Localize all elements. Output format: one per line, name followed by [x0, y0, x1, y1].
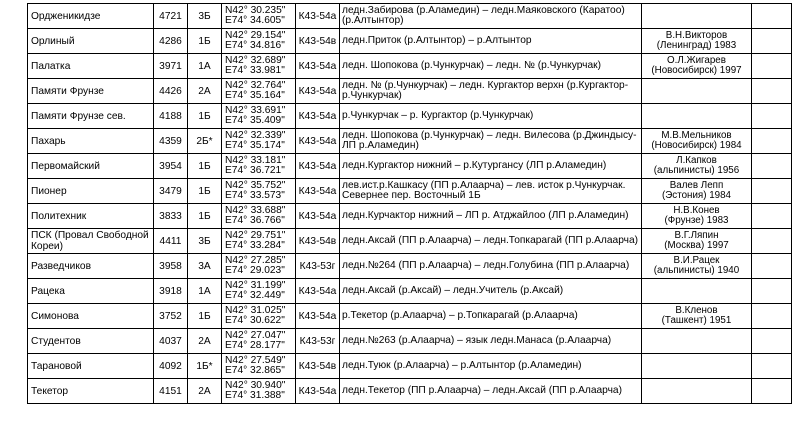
- table-body: [28, 4, 792, 404]
- empty-cell: [752, 379, 792, 404]
- longitude: E74° 34.816": [225, 40, 285, 51]
- first-ascent-origin: (Эстония) 1984: [662, 190, 731, 201]
- latitude: N42° 33.688": [225, 204, 286, 216]
- altitude: 3958: [154, 254, 188, 279]
- difficulty-grade: 2А: [188, 79, 222, 104]
- first-ascent-origin: (альпинисты) 1940: [653, 265, 740, 276]
- route-description: ледн.Аксай (р.Аксай) – ледн.Учитель (р.Аксай): [340, 279, 642, 304]
- altitude: 3971: [154, 54, 188, 79]
- first-ascent-name: В.И.Рацек: [673, 254, 720, 266]
- map-sheet: К43-54а: [296, 154, 340, 179]
- altitude: 3954: [154, 154, 188, 179]
- altitude: 4359: [154, 129, 188, 154]
- map-sheet: К43-54а: [296, 204, 340, 229]
- empty-cell: [752, 179, 792, 204]
- table-row: [28, 204, 792, 229]
- table-row: [28, 54, 792, 79]
- coordinates: [222, 229, 296, 254]
- map-sheet: К43-54а: [296, 304, 340, 329]
- latitude: N42° 27.549": [225, 354, 286, 366]
- altitude: 4151: [154, 379, 188, 404]
- longitude: E74° 30.622": [225, 315, 285, 326]
- peak-name: Пахарь: [28, 129, 154, 154]
- coordinates: [222, 79, 296, 104]
- altitude: 4721: [154, 4, 188, 29]
- difficulty-grade: 1Б: [188, 29, 222, 54]
- route-description: р.Чункурчак – р. Кургактор (р.Чункурчак): [340, 104, 642, 129]
- route-description: ледн.Аксай (ПП р.Алаарча) – ледн.Топкарагай (ПП р.Алаарча): [340, 229, 642, 254]
- empty-cell: [752, 354, 792, 379]
- table-row: [28, 79, 792, 104]
- map-sheet: К43-54а: [296, 79, 340, 104]
- route-description: р.Текетор (р.Алаарча) – р.Топкарагай (р.Алаарча): [340, 304, 642, 329]
- peak-name: Тарановой: [28, 354, 154, 379]
- latitude: N42° 31.025": [225, 304, 286, 316]
- longitude: E74° 28.177": [225, 340, 285, 351]
- empty-cell: [752, 54, 792, 79]
- longitude: E74° 32.865": [225, 365, 285, 376]
- longitude: E74° 36.766": [225, 215, 285, 226]
- latitude: N42° 30.940": [225, 379, 286, 391]
- table-row: [28, 254, 792, 279]
- first-ascent: [642, 329, 752, 354]
- altitude: 4092: [154, 354, 188, 379]
- map-sheet: К43-54а: [296, 279, 340, 304]
- coordinates: [222, 179, 296, 204]
- longitude: E74° 33.981": [225, 65, 285, 76]
- difficulty-grade: 1А: [188, 54, 222, 79]
- coordinates: [222, 329, 296, 354]
- first-ascent: [642, 129, 752, 154]
- route-description: ледн.Текетор (ПП р.Алаарча) – ледн.Аксай (ПП р.Алаарча): [340, 379, 642, 404]
- latitude: N42° 33.181": [225, 154, 286, 166]
- passes-table: [27, 3, 792, 404]
- first-ascent: [642, 204, 752, 229]
- difficulty-grade: 2А: [188, 379, 222, 404]
- first-ascent: [642, 179, 752, 204]
- table-row: [28, 179, 792, 204]
- empty-cell: [752, 254, 792, 279]
- empty-cell: [752, 4, 792, 29]
- route-description: ледн.Туюк (р.Алаарча) – р.Алтынтор (р.Аламедин): [340, 354, 642, 379]
- coordinates: [222, 129, 296, 154]
- longitude: E74° 33.573": [225, 190, 285, 201]
- coordinates: [222, 54, 296, 79]
- empty-cell: [752, 329, 792, 354]
- latitude: N42° 31.199": [225, 279, 286, 291]
- latitude: N42° 29.751": [225, 229, 286, 241]
- first-ascent-name: В.Кленов: [675, 304, 718, 316]
- peak-name: Рацека: [28, 279, 154, 304]
- empty-cell: [752, 229, 792, 254]
- map-sheet: К43-54в: [296, 229, 340, 254]
- peak-name: Пионер: [28, 179, 154, 204]
- map-sheet: К43-54а: [296, 379, 340, 404]
- difficulty-grade: 2А: [188, 329, 222, 354]
- peak-name: Ордженикидзе: [28, 4, 154, 29]
- latitude: N42° 32.764": [225, 79, 286, 91]
- first-ascent: [642, 54, 752, 79]
- first-ascent: [642, 154, 752, 179]
- first-ascent: [642, 229, 752, 254]
- first-ascent: [642, 354, 752, 379]
- first-ascent: [642, 104, 752, 129]
- first-ascent-name: Валев Лепп: [669, 179, 724, 191]
- peak-name: Палатка: [28, 54, 154, 79]
- empty-cell: [752, 154, 792, 179]
- altitude: 4411: [154, 229, 188, 254]
- difficulty-grade: 1А: [188, 279, 222, 304]
- peak-name: Студентов: [28, 329, 154, 354]
- table-row: [28, 4, 792, 29]
- latitude: N42° 27.047": [225, 329, 286, 341]
- first-ascent-origin: (Москва) 1997: [664, 240, 729, 251]
- first-ascent-name: О.Л.Жигарев: [667, 54, 726, 66]
- table-row: [28, 379, 792, 404]
- table-row: [28, 229, 792, 254]
- route-description: ледн.№263 (р.Алаарча) – язык ледн.Манаса (р.Алаарча): [340, 329, 642, 354]
- table-row: [28, 154, 792, 179]
- difficulty-grade: 1Б: [188, 104, 222, 129]
- empty-cell: [752, 279, 792, 304]
- table-row: [28, 354, 792, 379]
- map-sheet: К43-53г: [296, 329, 340, 354]
- altitude: 4188: [154, 104, 188, 129]
- route-description: ледн.Забирова (р.Аламедин) – ледн.Маяковского (Каратоо) (р.Алтынтор): [340, 4, 642, 29]
- empty-cell: [752, 304, 792, 329]
- first-ascent-origin: (Фрунзе) 1983: [664, 215, 729, 226]
- altitude: 3752: [154, 304, 188, 329]
- latitude: N42° 33.691": [225, 104, 286, 116]
- map-sheet: К43-54в: [296, 29, 340, 54]
- peak-name: Памяти Фрунзе сев.: [28, 104, 154, 129]
- first-ascent: [642, 79, 752, 104]
- altitude: 3479: [154, 179, 188, 204]
- first-ascent: [642, 4, 752, 29]
- latitude: N42° 27.285": [225, 254, 286, 266]
- difficulty-grade: 1Б: [188, 304, 222, 329]
- coordinates: [222, 379, 296, 404]
- first-ascent-origin: (альпинисты) 1956: [653, 165, 740, 176]
- altitude: 4286: [154, 29, 188, 54]
- difficulty-grade: 1Б: [188, 204, 222, 229]
- empty-cell: [752, 104, 792, 129]
- altitude: 4037: [154, 329, 188, 354]
- route-description: ледн.№264 (ПП р.Алаарча) – ледн.Голубина (ПП р.Алаарча): [340, 254, 642, 279]
- coordinates: [222, 304, 296, 329]
- coordinates: [222, 279, 296, 304]
- first-ascent: [642, 254, 752, 279]
- peak-name: Первомайский: [28, 154, 154, 179]
- empty-cell: [752, 204, 792, 229]
- first-ascent-name: М.В.Мельников: [661, 129, 732, 141]
- map-sheet: К43-54в: [296, 354, 340, 379]
- map-sheet: К43-54а: [296, 4, 340, 29]
- peak-name: Орлиный: [28, 29, 154, 54]
- longitude: E74° 32.449": [225, 290, 285, 301]
- latitude: N42° 35.752": [225, 179, 286, 191]
- coordinates: [222, 204, 296, 229]
- latitude: N42° 32.339": [225, 129, 286, 141]
- route-description: ледн.Кургактор нижний – р.Кутургансу (ЛП р.Аламедин): [340, 154, 642, 179]
- altitude: 4426: [154, 79, 188, 104]
- altitude: 3833: [154, 204, 188, 229]
- peak-name: ПСК (Провал Свободной Кореи): [28, 229, 154, 254]
- first-ascent-name: Л.Капков: [676, 154, 717, 166]
- peak-name: Симонова: [28, 304, 154, 329]
- difficulty-grade: 3Б: [188, 229, 222, 254]
- table-row: [28, 129, 792, 154]
- difficulty-grade: 3Б: [188, 4, 222, 29]
- first-ascent-origin: (Новосибирск) 1984: [651, 140, 742, 151]
- empty-cell: [752, 29, 792, 54]
- coordinates: [222, 354, 296, 379]
- longitude: E74° 35.409": [225, 115, 285, 126]
- first-ascent: [642, 379, 752, 404]
- latitude: N42° 30.235": [225, 4, 286, 16]
- first-ascent-origin: (Новосибирск) 1997: [651, 65, 742, 76]
- route-description: ледн. № (р.Чункурчак) – ледн. Кургактор верхн (р.Кургактор-р.Чункурчак): [340, 79, 642, 104]
- first-ascent-origin: (Ленинград) 1983: [656, 40, 737, 51]
- longitude: E74° 34.605": [225, 15, 285, 26]
- latitude: N42° 32.689": [225, 54, 286, 66]
- table-row: [28, 304, 792, 329]
- route-description: ледн. Шопокова (р.Чункурчак) – ледн. № (р.Чункурчак): [340, 54, 642, 79]
- longitude: E74° 29.023": [225, 265, 285, 276]
- coordinates: [222, 29, 296, 54]
- altitude: 3918: [154, 279, 188, 304]
- peak-name: Разведчиков: [28, 254, 154, 279]
- difficulty-grade: 1Б*: [188, 354, 222, 379]
- table-row: [28, 329, 792, 354]
- empty-cell: [752, 129, 792, 154]
- coordinates: [222, 154, 296, 179]
- table-row: [28, 104, 792, 129]
- first-ascent: [642, 304, 752, 329]
- table-row: [28, 29, 792, 54]
- latitude: N42° 29.154": [225, 29, 286, 41]
- map-sheet: К43-54а: [296, 179, 340, 204]
- first-ascent-name: В.Г.Ляпин: [674, 229, 719, 241]
- map-sheet: К43-54а: [296, 129, 340, 154]
- first-ascent-origin: (Ташкент) 1951: [661, 315, 732, 326]
- difficulty-grade: 2Б*: [188, 129, 222, 154]
- peak-name: Текетор: [28, 379, 154, 404]
- difficulty-grade: 1Б: [188, 154, 222, 179]
- coordinates: [222, 104, 296, 129]
- route-description: лев.ист.р.Кашкасу (ПП р.Алаарча) – лев. исток р.Чункурчак. Севернее пер. Восточный 1Б: [340, 179, 642, 204]
- peak-name: Памяти Фрунзе: [28, 79, 154, 104]
- longitude: E74° 33.284": [225, 240, 285, 251]
- longitude: E74° 36.721": [225, 165, 285, 176]
- longitude: E74° 35.174": [225, 140, 285, 151]
- map-sheet: К43-54а: [296, 54, 340, 79]
- coordinates: [222, 254, 296, 279]
- first-ascent: [642, 279, 752, 304]
- longitude: E74° 31.388": [225, 390, 285, 401]
- map-sheet: К43-54а: [296, 104, 340, 129]
- difficulty-grade: 3А: [188, 254, 222, 279]
- coordinates: [222, 4, 296, 29]
- peak-name: Политехник: [28, 204, 154, 229]
- first-ascent-name: Н.В.Конев: [673, 204, 720, 216]
- first-ascent: [642, 29, 752, 54]
- longitude: E74° 35.164": [225, 90, 285, 101]
- route-description: ледн.Курчактор нижний – ЛП р. Атджайлоо (ЛП р.Аламедин): [340, 204, 642, 229]
- route-description: ледн.Приток (р.Алтынтор) – р.Алтынтор: [340, 29, 642, 54]
- map-sheet: К43-53г: [296, 254, 340, 279]
- table-row: [28, 279, 792, 304]
- route-description: ледн. Шопокова (р.Чункурчак) – ледн. Вилесова (р.Джиндысу-ЛП р.Аламедин): [340, 129, 642, 154]
- difficulty-grade: 1Б: [188, 179, 222, 204]
- first-ascent-name: В.Н.Викторов: [665, 29, 728, 41]
- empty-cell: [752, 79, 792, 104]
